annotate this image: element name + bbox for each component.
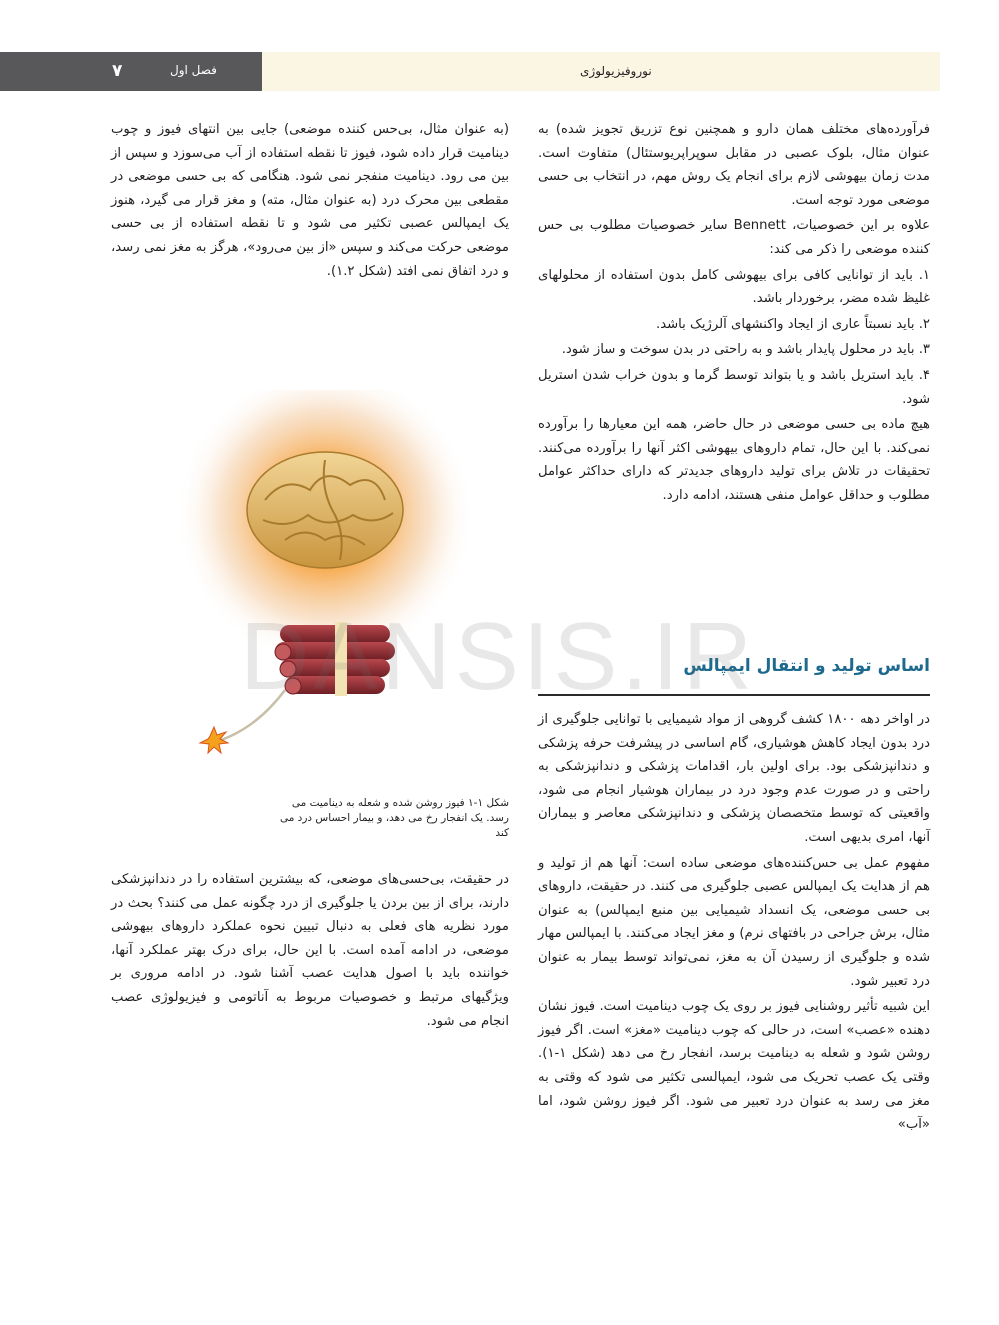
page-header bbox=[0, 52, 940, 91]
paragraph: فرآورده‌های مختلف همان دارو و همچنین نوع تزریق تجویز شده) به عنوان مثال، بلوک عصبی در مقابل سوپراپریوستئال) متفاوت است. مدت زمان بیهوشی لازم برای انجام یک روش مهم، در انتخاب بی حسی موضعی مورد توجه است. bbox=[538, 122, 930, 208]
paragraph: مفهوم عمل بی حس‌کننده‌های موضعی ساده است: آنها هم از تولید و هم از هدایت یک ایمپالس عصبی جلوگیری می کنند. در حقیقت، داروهای بی حسی موضعی، یک انسداد شیمیایی بین منبع ایمپالس) به عنوان مثال، برش جراحی در بافتهای نرم) و مغز ایجاد می‌کنند. با ایمپالس مهار شده و جلوگیری از رسیدن آن به مغز، نمی‌تواند توسط بیمار به عنوان درد تعبیر شود. bbox=[538, 855, 930, 989]
section-heading: اساس تولید و انتقال ایمپالس bbox=[683, 656, 930, 676]
paragraph: علاوه بر این خصوصیات، Bennett سایر خصوصیات مطلوب بی حس کننده موضعی را ذکر می کند: bbox=[538, 218, 930, 257]
paragraph: در اواخر دهه ۱۸۰۰ کشف گروهی از مواد شیمیایی با توانایی جلوگیری از درد بدون ایجاد کاهش هوشیاری، گام اساسی در پیشرفت حرفه پزشکی و دندانپزشکی بود. برای اولین بار، اقدامات پزشکی و دندانپزشکی به راحتی و در صورت عدم وجود درد در بیماران هوشیار انجام می شود، واقعیتی که توسط متخصصان پزشکی و دندانپزشکی معاصر و بیماران آنها، امری بدیهی است. bbox=[538, 712, 931, 845]
chapter-label: فصل اول bbox=[170, 63, 217, 77]
paragraph: (به عنوان مثال، بی‌حس کننده موضعی) جایی بین انتهای فیوز و چوب دینامیت قرار داده شود، فیوز تا نقطه استفاده از آب می‌سوزد و سپس از بین می رود. دینامیت منفجر نمی شود. هنگامی که بی حسی موضعی در مقطعی بین محرک درد (به عنوان مثال، مته) و مغز قرار می گیرد، هنوز یک ایمپالس عصبی تکثیر می شود و تا نقطه استفاده از بی حسی موضعی حرکت می‌کند و سپس «از بین می‌رود»، هرگز به مغز نمی رسد، و درد اتفاق نمی افتد (شکل ۱.۲). bbox=[111, 122, 509, 279]
left-column-bottom bbox=[111, 868, 509, 1035]
paragraph: این شبیه تأثیر روشنایی فیوز بر روی یک چوب دینامیت است. فیوز نشان دهنده «عصب» است، در حالی که چوب دینامیت «مغز» است. اگر فیوز روشن شود و شعله به دینامیت برسد، انفجار رخ می دهد (شکل ۱-۱). وقتی یک عصب تحریک می شود، ایمپالسی تکثیر می شود که وقتی به مغز می رسد به عنوان درد تعبیر می شود. اگر فیوز روشن شود، اما «آب» bbox=[538, 999, 930, 1133]
list-item: ۳. باید در محلول پایدار باشد و به راحتی در بدن سوخت و ساز شود. bbox=[561, 342, 930, 358]
figure-brain-dynamite bbox=[175, 390, 475, 790]
paragraph: در حقیقت، بی‌حسی‌های موضعی، که بیشترین استفاده را در دندانپزشکی دارند، برای از بین بردن یا جلوگیری از درد چگونه عمل می کنند؟ بحث در مورد نظریه های فعلی به دنبال تبیین نحوه عملکرد داروهای بیهوشی موضعی، در ادامه آمده است. با این حال، برای درک بهتر عملکرد آنها، خواننده باید با اصول هدایت عصب آشنا شود. در ادامه مروری بر ویژگیهای مرتبط و خصوصیات مربوط به آناتومی و فیزیولوژی عصب انجام می شود. bbox=[111, 872, 509, 1029]
list-item: ۲. باید نسبتاً عاری از ایجاد واکنشهای آلرژیک باشد. bbox=[656, 316, 930, 332]
header-light-band bbox=[262, 52, 940, 91]
section-body bbox=[538, 708, 930, 1139]
right-column bbox=[538, 118, 930, 510]
page-number: ۷ bbox=[112, 61, 123, 81]
paragraph: هیچ ماده بی حسی موضعی در حال حاضر، همه این معیارها را برآورده نمی‌کند. با این حال، تمام داروهای بیهوشی اکثر آنها را برآورده می‌کنند. تحقیقات در تلاش برای تولید داروهای جدیدتر که دارای حداکثر عوامل مطلوب و حداقل عوامل منفی هستند، ادامه دارد. bbox=[538, 417, 930, 503]
list-item: ۱. باید از توانایی کافی برای بیهوشی کامل بدون استفاده از محلولهای غلیظ شده مضر، برخوردار باشد. bbox=[538, 267, 930, 307]
figure-caption: شکل ۱-۱ فیوز روشن شده و شعله به دینامیت می رسد. یک انفجار رخ می دهد، و بیمار احساس درد می کند bbox=[279, 797, 509, 839]
header-dark-band bbox=[0, 52, 262, 91]
left-column-top bbox=[111, 118, 509, 285]
book-title: نوروفیزیولوژی bbox=[580, 64, 652, 78]
list-item: ۴. باید استریل باشد و یا بتواند توسط گرما و بدون خراب شدن استریل شود. bbox=[538, 367, 930, 407]
brain-dynamite-illustration bbox=[175, 390, 475, 790]
watermark: DANSIS.IR bbox=[240, 603, 757, 710]
brain-icon bbox=[247, 452, 403, 568]
